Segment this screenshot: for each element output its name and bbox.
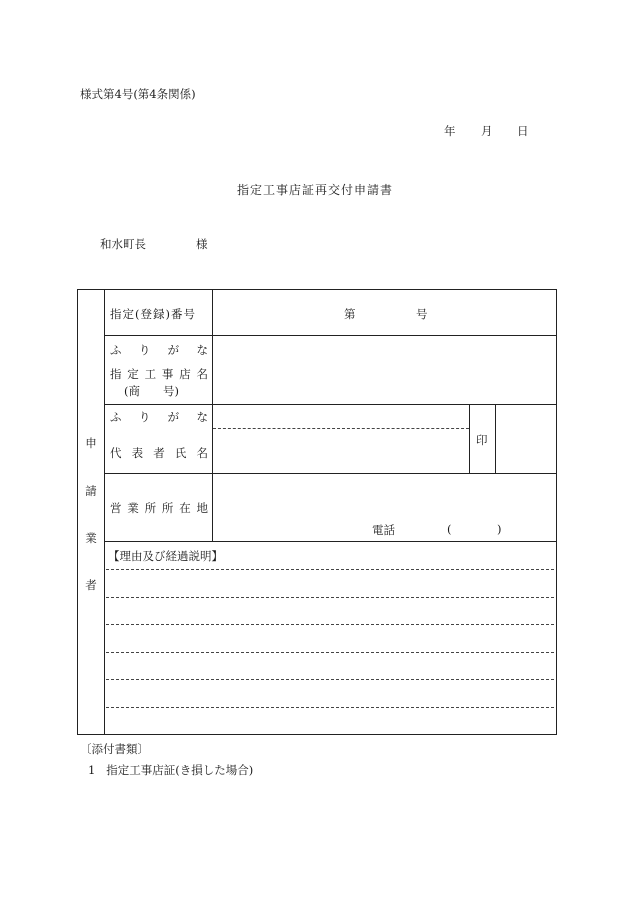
- application-table: [77, 289, 557, 735]
- phone-open-paren: (: [447, 522, 452, 536]
- label-column-divider: [212, 290, 213, 541]
- designation-number-prefix: 第: [344, 307, 356, 321]
- date-year-label: 年: [444, 124, 456, 138]
- document-title: 指定工事店証再交付申請書: [236, 183, 393, 197]
- designation-number-label: 指定(登録)番号: [110, 307, 196, 321]
- seal-mark: 印: [476, 433, 488, 447]
- shop-furigana-label: ふ り が な: [110, 343, 208, 357]
- reason-line: [106, 707, 554, 708]
- reason-line: [106, 569, 554, 570]
- applicant-label-char: 者: [85, 578, 97, 592]
- reason-label: 【理由及び経過説明】: [108, 549, 223, 563]
- date-day-label: 日: [517, 124, 529, 138]
- applicant-column-divider: [104, 290, 105, 734]
- applicant-label-char: 申: [85, 436, 97, 450]
- attachments-heading: 〔添付書類〕: [80, 742, 149, 756]
- reason-line: [106, 652, 554, 653]
- attachment-item: [88, 762, 253, 778]
- row-divider: [104, 335, 556, 336]
- applicant-label-char: 業: [85, 531, 97, 545]
- honorific: 様: [196, 237, 208, 251]
- addressee: 和水町長: [100, 237, 146, 251]
- seal-left-divider: [469, 404, 470, 473]
- rep-name-label: 代 表 者 氏 名: [110, 446, 208, 460]
- reason-line: [106, 624, 554, 625]
- applicant-label-char: 請: [85, 484, 97, 498]
- office-address-label: 営 業 所 所 在 地: [110, 501, 208, 515]
- shop-name-label: 指 定 工 事 店 名: [110, 367, 208, 381]
- rep-furigana-label: ふ り が な: [110, 410, 208, 424]
- attachment-item-text: 指定工事店証(き損した場合): [106, 763, 254, 777]
- designation-number-suffix: 号: [416, 307, 428, 321]
- row-divider: [104, 473, 556, 474]
- row-divider: [104, 541, 556, 542]
- attachment-item-number: 1: [88, 763, 96, 777]
- furigana-divider: [213, 428, 469, 429]
- date-month-label: 月: [481, 124, 493, 138]
- reason-line: [106, 597, 554, 598]
- phone-label: 電話: [372, 523, 395, 537]
- row-divider: [104, 404, 556, 405]
- seal-right-divider: [495, 404, 496, 473]
- reason-line: [106, 679, 554, 680]
- trade-name-sublabel: (商 号): [124, 384, 179, 398]
- phone-close-paren: ): [497, 522, 502, 536]
- form-number: 様式第4号(第4条関係): [80, 87, 196, 101]
